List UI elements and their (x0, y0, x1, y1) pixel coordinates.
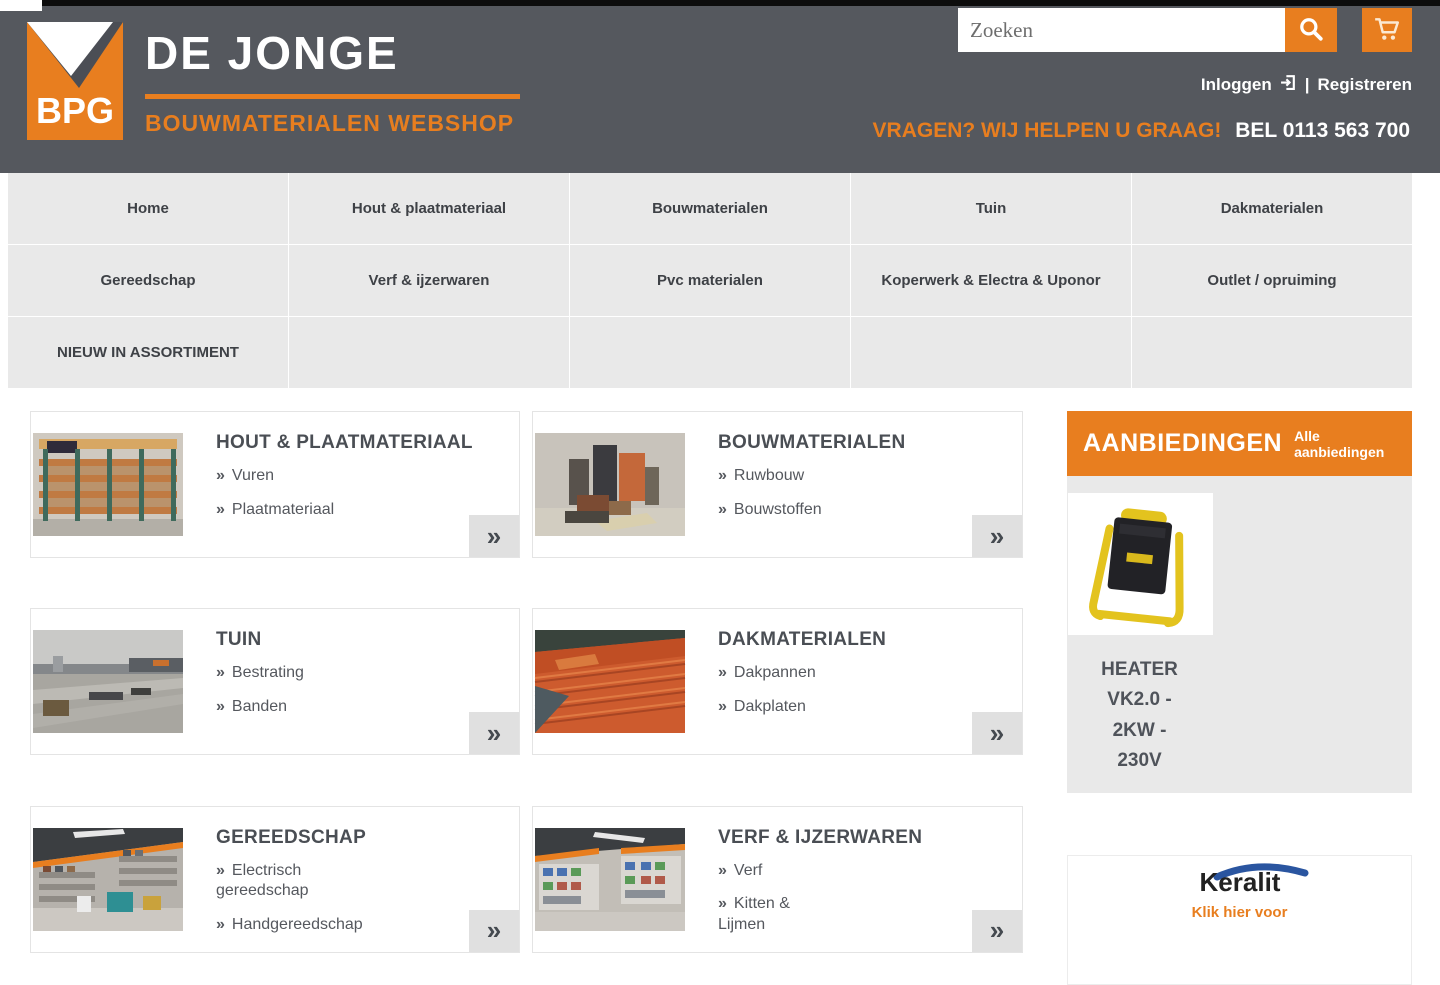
account-divider: | (1304, 75, 1310, 94)
nav-item-koperwerk-electra-uponor[interactable]: Koperwerk & Electra & Uponor (851, 245, 1131, 316)
main-content (0, 388, 1440, 985)
all-offers-link[interactable]: Alle aanbiedingen (1294, 427, 1385, 460)
category-link[interactable]: » Bestrating (216, 664, 304, 682)
site-header (0, 0, 1440, 173)
nav-item-outlet-opruiming[interactable]: Outlet / opruiming (1132, 245, 1412, 316)
double-chevron-bullet: » (718, 895, 727, 913)
tuin-photo[interactable] (33, 630, 183, 733)
top-notch (0, 0, 42, 11)
help-line (873, 119, 1410, 143)
nav-item-pvc-materialen[interactable]: Pvc materialen (570, 245, 850, 316)
category-card-verf-ijzerwaren (532, 806, 1023, 953)
more-button[interactable]: » (469, 910, 519, 952)
category-link[interactable]: » Dakpannen (718, 664, 816, 682)
dakmaterialen-photo[interactable] (535, 630, 685, 733)
brand-rule (145, 94, 520, 99)
main-nav (8, 173, 1412, 388)
search-input[interactable] (958, 8, 1285, 52)
double-chevron-bullet: » (718, 861, 727, 879)
category-title[interactable]: VERF & IJZERWAREN (718, 826, 923, 848)
brand-title: DE JONGE (145, 27, 399, 79)
double-chevron-bullet: » (216, 916, 225, 934)
double-chevron-bullet: » (718, 664, 727, 682)
nav-item-gereedschap[interactable]: Gereedschap (8, 245, 288, 316)
nav-cell-empty (851, 317, 1131, 388)
logo-abbr-text: BPG (35, 90, 115, 131)
double-chevron-bullet: » (216, 500, 225, 518)
login-link[interactable]: Inloggen (1200, 75, 1272, 94)
offers-header (1067, 411, 1412, 476)
category-link[interactable]: » Dakplaten (718, 698, 806, 716)
bouwmaterialen-photo[interactable] (535, 433, 685, 536)
nav-cell-empty (1132, 317, 1412, 388)
bpg-logo[interactable] (27, 22, 123, 140)
offers-sidebar (1067, 411, 1412, 985)
nav-item-hout-plaatmateriaal[interactable]: Hout & plaatmateriaal (289, 173, 569, 244)
register-link[interactable]: Registreren (1317, 75, 1412, 94)
nav-cell-empty (570, 317, 850, 388)
category-link[interactable]: » Handgereedschap (216, 916, 363, 934)
category-card-gereedschap (30, 806, 520, 953)
offers-title: AANBIEDINGEN (1083, 429, 1283, 457)
more-button[interactable]: » (972, 515, 1022, 557)
nav-item-tuin[interactable]: Tuin (851, 173, 1131, 244)
category-link[interactable]: » Ruwbouw (718, 467, 805, 484)
category-card-dakmaterialen (532, 608, 1023, 755)
brand-link[interactable]: Klik hier voor (1191, 904, 1288, 921)
nav-item-nieuw-in-assortiment[interactable]: NIEUW IN ASSORTIMENT (8, 317, 288, 388)
phone-text: BEL 0113 563 700 (1235, 119, 1410, 142)
category-card-bouwmaterialen (532, 411, 1023, 558)
help-text: VRAGEN? WIJ HELPEN U GRAAG! (872, 119, 1222, 142)
category-link[interactable]: » Electrisch gereedschap (216, 861, 309, 900)
keralit-logo-text: Keralit (1199, 867, 1280, 897)
category-cards (30, 411, 1023, 985)
category-link[interactable]: » Vuren (216, 467, 275, 484)
double-chevron-bullet: » (718, 500, 727, 518)
offers-panel (1067, 476, 1412, 793)
category-link[interactable]: » Kitten & Lijmen (718, 895, 790, 934)
verf-ijzerwaren-photo[interactable] (535, 828, 685, 931)
product-title[interactable]: HEATER VK2.0 - 2KW - 230V (1101, 659, 1178, 772)
double-chevron-bullet: » (718, 698, 727, 716)
double-chevron-bullet: » (216, 467, 225, 484)
brand-card (1067, 855, 1412, 985)
more-button[interactable]: » (469, 712, 519, 754)
category-title[interactable]: DAKMATERIALEN (718, 629, 887, 651)
nav-cell-empty (289, 317, 569, 388)
double-chevron-bullet: » (718, 467, 727, 484)
top-strip (0, 0, 1440, 6)
search-button[interactable] (1285, 8, 1337, 52)
nav-item-dakmaterialen[interactable]: Dakmaterialen (1132, 173, 1412, 244)
more-button[interactable]: » (972, 910, 1022, 952)
gereedschap-photo[interactable] (33, 828, 183, 931)
double-chevron-bullet: » (216, 698, 225, 716)
category-title[interactable]: BOUWMATERIALEN (718, 432, 906, 453)
double-chevron-bullet: » (216, 861, 225, 879)
account-links (1201, 74, 1412, 96)
brand-subtitle: BOUWMATERIALEN WEBSHOP (145, 110, 515, 136)
more-button[interactable]: » (469, 515, 519, 557)
double-chevron-bullet: » (216, 664, 225, 682)
search-icon (1298, 16, 1324, 45)
category-card-hout (30, 411, 520, 558)
category-title[interactable]: GEREEDSCHAP (216, 826, 367, 848)
nav-item-bouwmaterialen[interactable]: Bouwmaterialen (570, 173, 850, 244)
nav-item-home[interactable]: Home (8, 173, 288, 244)
search-bar (958, 8, 1337, 52)
hout-photo[interactable] (33, 433, 183, 536)
nav-item-verf-ijzerwaren[interactable]: Verf & ijzerwaren (289, 245, 569, 316)
category-link[interactable]: » Bouwstoffen (718, 500, 822, 518)
cart-icon (1373, 16, 1401, 45)
category-link[interactable]: » Verf (718, 861, 763, 879)
category-link[interactable]: » Banden (216, 698, 288, 716)
keralit-logo[interactable] (1068, 861, 1411, 902)
login-icon (1280, 74, 1297, 96)
category-card-tuin (30, 608, 520, 755)
cart-button[interactable] (1362, 8, 1412, 52)
category-link[interactable]: » Plaatmateriaal (216, 500, 335, 518)
category-title[interactable]: HOUT & PLAATMATERIAAL (216, 432, 473, 453)
category-title[interactable]: TUIN (216, 629, 262, 651)
heater-product-image[interactable] (1068, 493, 1213, 635)
more-button[interactable]: » (972, 712, 1022, 754)
